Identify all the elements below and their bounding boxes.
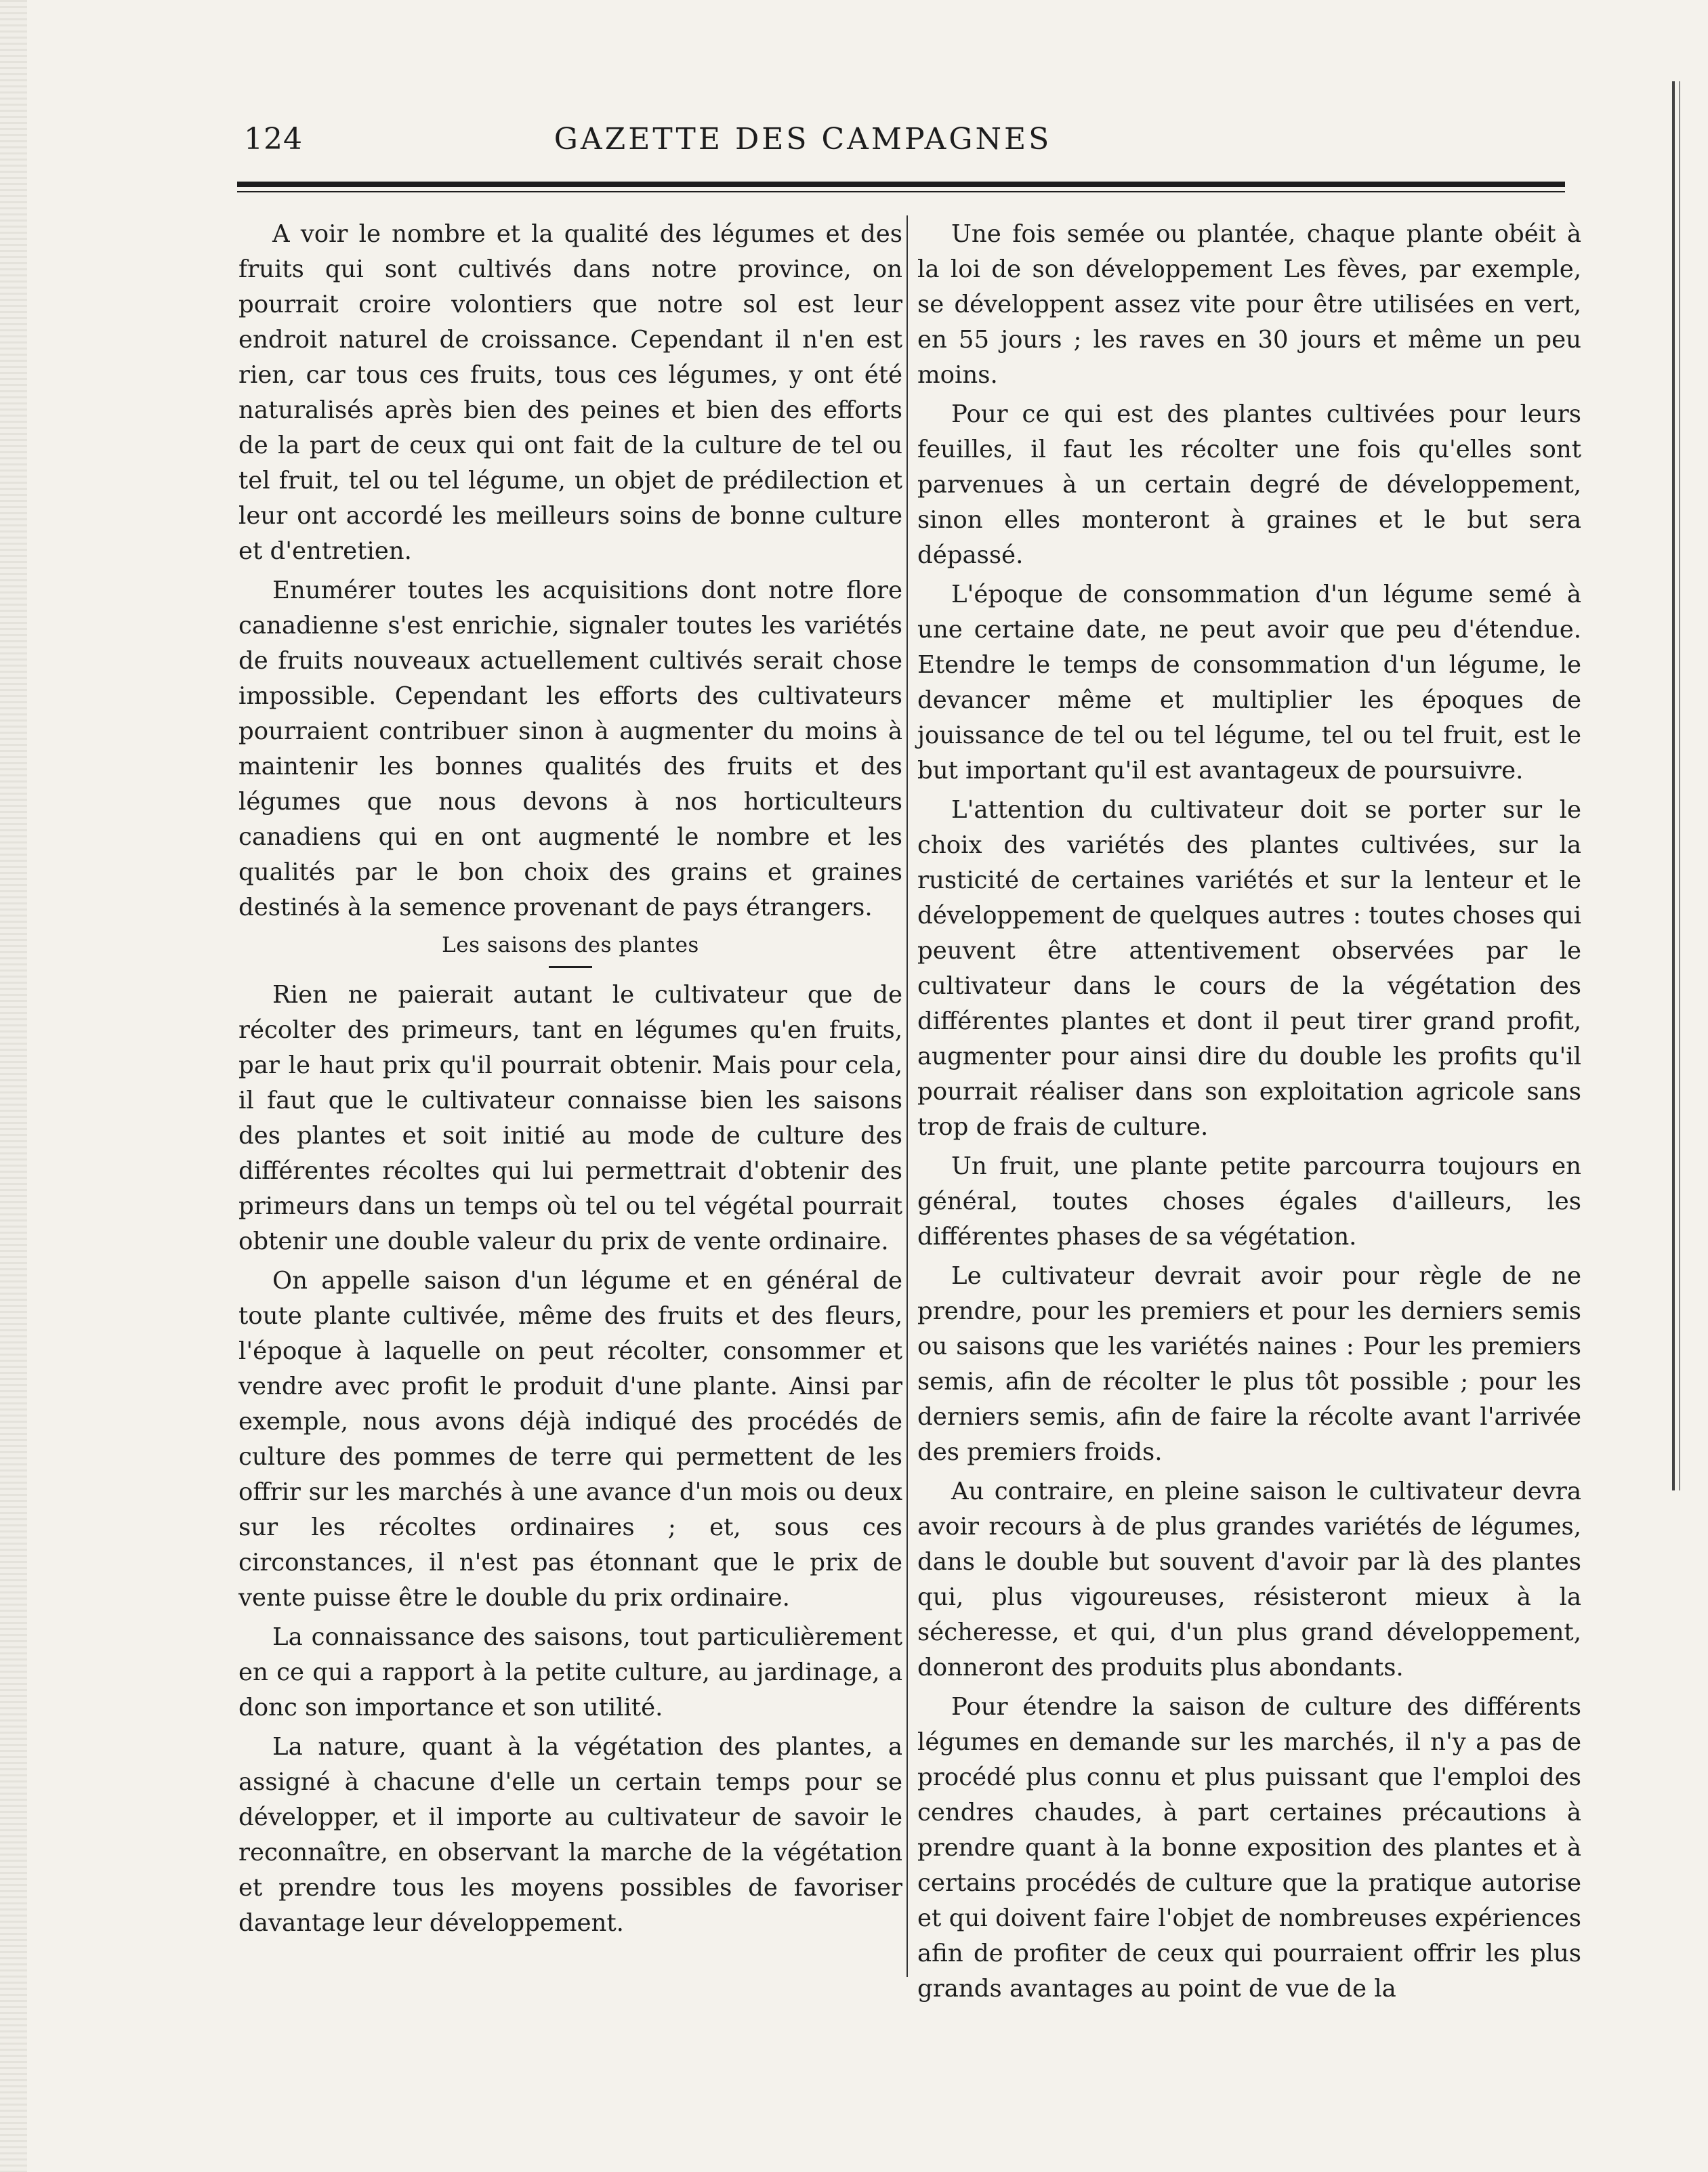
header-rule-thin: [237, 191, 1565, 192]
header-rule-thick: [237, 182, 1565, 187]
running-title: GAZETTE DES CAMPAGNES: [554, 122, 1052, 156]
paragraph: Enumérer toutes les acquisitions dont notre flore canadienne s'est enrichie, signaler toutes les variétés de fruits nouveaux actuellement cultivés serait chose impossible. Cependant les efforts des cultivateurs pourraient contribuer sinon à augmenter du moins à maintenir les bonnes qualités des fruits et des légumes que nous devons à nos horticulteurs canadiens qui en ont augmenté le nombre et les qualités par le bon choix des grains et graines destinés à la semence provenant de pays étrangers.: [238, 577, 902, 921]
paragraph: A voir le nombre et la qualité des légumes et des fruits qui sont cultivés dans notre province, on pourrait croire volontiers que notre sol est leur endroit naturel de croissance. Cependant il n'en est rien, car tous ces fruits, tous ces légumes, y ont été naturalisés après bien des peines et bien des efforts de la part de ceux qui ont fait de la culture de tel ou tel fruit, tel ou tel légume, un objet de prédilection et leur ont accordé les meilleurs soins de bonne culture et d'entretien.: [238, 220, 902, 565]
paragraph: Un fruit, une plante petite parcourra toujours en général, toutes choses égales d'ailleurs, les différentes phases de sa végétation.: [917, 1152, 1581, 1251]
paragraph: On appelle saison d'un légume et en général de toute plante cultivée, même des fruits et des fleurs, l'époque à laquelle on peut récolter, consommer et vendre avec profit le produit d'une plante. Ainsi par exemple, nous avons déjà indiqué des procédés de culture des pommes de terre qui permettent de les offrir sur les marchés à une avance d'un mois ou deux sur les récoltes ordinaires ; et, sous ces circonstances, il n'est pas étonnant que le prix de vente puisse être le double du prix ordinaire.: [238, 1267, 902, 1612]
paragraph: Le cultivateur devrait avoir pour règle de ne prendre, pour les premiers et pour les derniers semis ou saisons que les variétés naines : Pour les premiers semis, afin de récolter le plus tôt possible ; pour les derniers semis, afin de faire la récolte avant l'arrivée des premiers froids.: [917, 1262, 1581, 1466]
paragraph: La nature, quant à la végétation des plantes, a assigné à chacune d'elle un certain temps pour se développer, et il importe au cultivateur de savoir le reconnaître, en observant la marche de la végétation et prendre tous les moyens possibles de favoriser davantage leur développement.: [238, 1733, 902, 1937]
paragraph: La connaissance des saisons, tout particulièrement en ce qui a rapport à la petite culture, au jardinage, a donc son importance et son utilité.: [238, 1623, 902, 1721]
right-column: [917, 217, 1581, 2011]
paragraph: L'époque de consommation d'un légume semé à une certaine date, ne peut avoir que peu d'étendue. Etendre le temps de consommation d'un légume, le devancer même et multiplier les époques de jouissance de tel ou tel légume, tel ou tel fruit, est le but important qu'il est avantageux de poursuivre.: [917, 581, 1581, 785]
paragraph: Rien ne paierait autant le cultivateur que de récolter des primeurs, tant en légumes qu'en fruits, par le haut prix qu'il pourrait obtenir. Mais pour cela, il faut que le cultivateur connaisse bien les saisons des plantes et soit initié au mode de culture des différentes récoltes qui lui permettrait d'obtenir des primeurs dans un temps où tel ou tel végétal pourrait obtenir une double valeur du prix de vente ordinaire.: [238, 981, 902, 1255]
binding-edge: [0, 0, 27, 2172]
paragraph: Au contraire, en pleine saison le cultivateur devra avoir recours à de plus grandes variétés de légumes, dans le double but souvent d'avoir par là des plantes qui, plus vigoureuses, résisteront mieux à la sécheresse, et qui, d'un plus grand développement, donneront des produits plus abondants.: [917, 1478, 1581, 1682]
page-header: [244, 115, 1362, 163]
page-border-rule: [1672, 81, 1675, 1490]
title-dash: [549, 966, 592, 968]
paragraph: Pour étendre la saison de culture des différents légumes en demande sur les marchés, il n'y a pas de procédé plus connu et plus puissant que l'emploi des cendres chaudes, à part certaines précautions à prendre quant à la bonne exposition des plantes et à certains procédés de culture que la pratique autorise et qui doivent faire l'objet de nombreuses expériences afin de profiter de ceux qui pourraient offrir les plus grands avantages au point de vue de la: [917, 1693, 1581, 2003]
paragraph: Pour ce qui est des plantes cultivées pour leurs feuilles, il faut les récolter une fois qu'elles sont parvenues à un certain degré de développement, sinon elles monteront à graines et le but sera dépassé.: [917, 400, 1581, 569]
page-number: 124: [244, 122, 303, 156]
left-column: [238, 217, 902, 1945]
section-title: Les saisons des plantes: [442, 933, 699, 957]
paragraph: L'attention du cultivateur doit se porter sur le choix des variétés des plantes cultivées, sur la rusticité de certaines variétés et sur la lenteur et le développement de quelques autres : toutes choses qui peuvent être attentivement observées par le cultivateur dans le cours de la végétation des différentes plantes et dont il peut tirer grand profit, augmenter pour ainsi dire du double les profits qu'il pourrait réaliser dans son exploitation agricole sans trop de frais de culture.: [917, 796, 1581, 1141]
paragraph: Une fois semée ou plantée, chaque plante obéit à la loi de son développement Les fèves, par exemple, se développent assez vite pour être utilisées en vert, en 55 jours ; les raves en 30 jours et même un peu moins.: [917, 220, 1581, 389]
page-border-rule-inner: [1679, 81, 1680, 1490]
column-divider: [907, 215, 908, 1977]
